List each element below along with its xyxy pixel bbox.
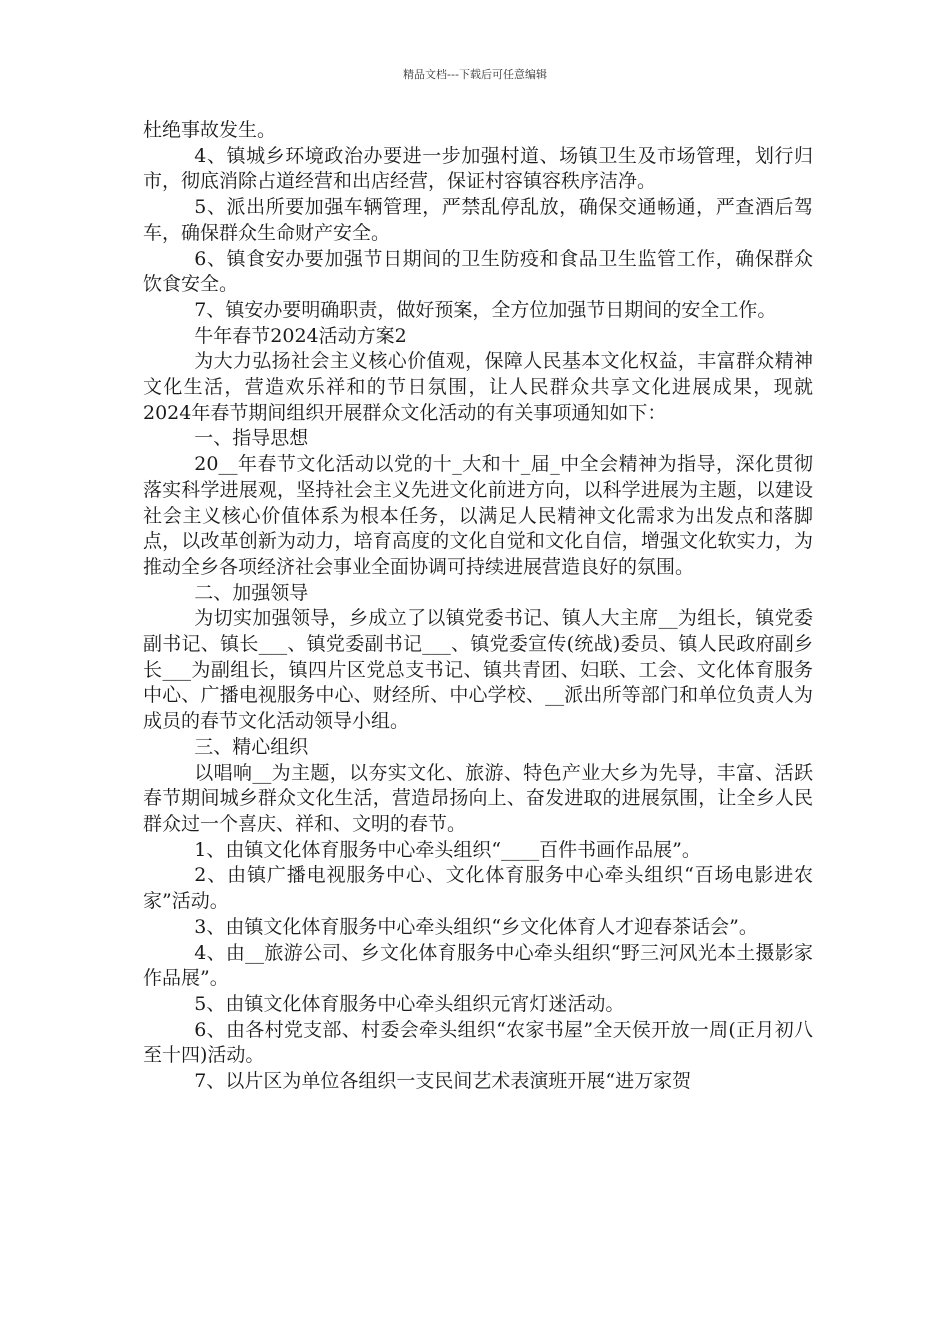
paragraph: 7、以片区为单位各组织一支民间艺术表演班开展“进万家贺 [194,1070,692,1093]
paragraph: 5、派出所要加强车辆管理，严禁乱停乱放，确保交通畅通，严查酒后驾车，确保群众生命财产安全。 [143,196,813,244]
paragraph: 4、镇城乡环境政治办要进一步加强村道、场镇卫生及市场管理，划行归市，彻底消除占道经营和出店经营，保证村容镇容秩序洁净。 [143,144,813,193]
paragraph: 一、指导思想 [194,427,309,450]
paragraph: 20__年春节文化活动以党的十_大和十_届_中全会精神为指导，深化贯彻落实科学进展观，坚持社会主义先进文化前进方向，以科学进展为主题，以建设社会主义核心价值体系为根本任务，以满足人民精神文化需求为出发点和落脚点，以改革创新为动力，培育高度的文化自觉和文化自信，增强文化软实力，为推动全乡各项经济社会事业全面协调可持续进展营造良好的氛围。 [143,453,813,578]
paragraph: 1、由镇文化体育服务中心牵头组织“____百件书画作品展”。 [194,838,701,861]
paragraph: 6、由各村党支部、村委会牵头组织“农家书屋”全天侯开放一周(正月初八至十四)活动。 [143,1018,813,1067]
paragraph: 5、由镇文化体育服务中心牵头组织元宵灯迷活动。 [194,992,625,1015]
paragraph: 7、镇安办要明确职责，做好预案，全方位加强节日期间的安全工作。 [194,298,777,321]
paragraph: 4、由__旅游公司、乡文化体育服务中心牵头组织“野三河风光本土摄影家作品展”。 [143,941,813,990]
paragraph: 杜绝事故发生。 [143,119,277,141]
paragraph: 三、精心组织 [194,735,309,758]
paragraph: 二、加强领导 [194,581,309,604]
paragraph: 3、由镇文化体育服务中心牵头组织“乡文化体育人才迎春茶话会”。 [194,915,758,938]
page-header: 精品文档---下载后可任意编辑 [403,68,547,81]
paragraph: 为切实加强领导，乡成立了以镇党委书记、镇人大主席__为组长，镇党委副书记、镇长___、镇党委副书记___、镇党委宣传(统战)委员、镇人民政府副乡长___为副组长，镇四片区党总支书记、镇共青团、妇联、工会、文化体育服务中心、广播电视服务中心、财经所、中心学校、__派出所等部门和单位负责人为成员的春节文化活动领导小组。 [143,607,813,733]
paragraph: 为大力弘扬社会主义核心价值观，保障人民基本文化权益，丰富群众精神文化生活，营造欢乐祥和的节日氛围，让人民群众共享文化进展成果，现就2024年春节期间组织开展群众文化活动的有关事项通知如下： [143,350,813,424]
document-body [143,118,813,1095]
paragraph: 以唱响__为主题，以夯实文化、旅游、特色产业大乡为先导，丰富、活跃春节期间城乡群众文化生活，营造昂扬向上、奋发进取的进展氛围，让全乡人民群众过一个喜庆、祥和、文明的春节。 [143,761,813,835]
paragraph: 6、镇食安办要加强节日期间的卫生防疫和食品卫生监管工作，确保群众饮食安全。 [143,247,813,296]
paragraph: 2、由镇广播电视服务中心、文化体育服务中心牵头组织“百场电影进农家”活动。 [143,864,813,913]
paragraph: 牛年春节2024活动方案2 [194,324,407,347]
